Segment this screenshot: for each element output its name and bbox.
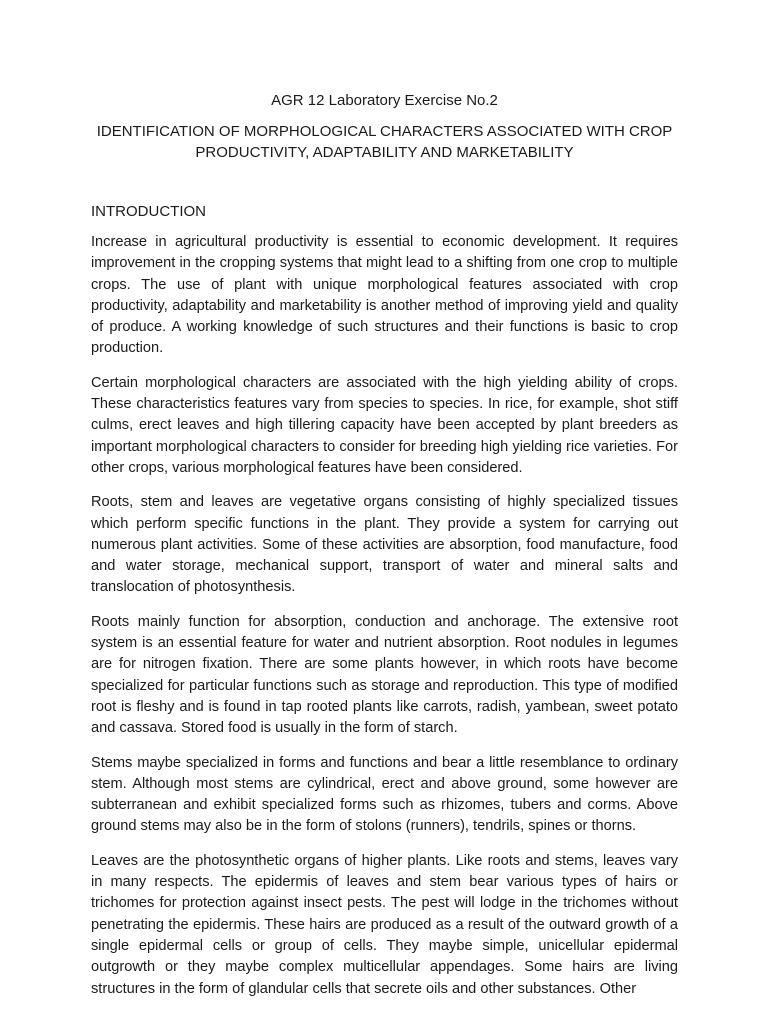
main-heading-line-2: PRODUCTIVITY, ADAPTABILITY AND MARKETABILITY [195,144,574,161]
body-text [91,232,678,1000]
paragraph: Stems maybe specialized in forms and functions and bear a little resemblance to ordinary stem. Although most stems are cylindrical, erect and above ground, some however are subterranean and exhibit specialized forms such as rhizomes, tubers and corms. Above ground stems may also be in the form of stolons (runners), tendrils, spines or thorns. [91,754,678,835]
paragraph: Increase in agricultural productivity is essential to economic development. It requires improvement in the cropping systems that might lead to a shifting from one crop to multiple crops. The use of plant with unique morphological features associated with crop productivity, adaptability and marketability is another method of improving yield and quality of produce. A working knowledge of such structures and their functions is basic to crop production. [91,234,678,357]
paragraph: Certain morphological characters are associated with the high yielding ability of crops. These characteristics features vary from species to species. In rice, for example, shot stiff culms, erect leaves and high tillering capacity have been accepted by plant breeders as important morphological characters to consider for breeding high yielding rice varieties. For other crops, various morphological features have been considered. [91,374,678,476]
paragraph: Leaves are the photosynthetic organs of higher plants. Like roots and stems, leaves vary in many respects. The epidermis of leaves and stem bear various types of hairs or trichomes for protection against insect pests. The pest will lodge in the trichomes without penetrating the epidermis. These hairs are produced as a result of the outward growth of a single epidermal cells or group of cells. They maybe simple, unicellular epidermal outgrowth or they maybe complex multicellular appendages. Some hairs are living structures in the form of glandular cells that secrete oils and other substances. Other [91,852,678,997]
paragraph: Roots, stem and leaves are vegetative organs consisting of highly specialized tissues which perform specific functions in the plant. They provide a system for carrying out numerous plant activities. Some of these activities are absorption, food manufacture, food and water storage, mechanical support, transport of water and mineral salts and translocation of photosynthesis. [91,494,678,596]
main-heading-line-1: IDENTIFICATION OF MORPHOLOGICAL CHARACTERS ASSOCIATED WITH CROP [96,123,673,140]
paragraph: Roots mainly function for absorption, conduction and anchorage. The extensive root system is an essential feature for water and nutrient absorption. Root nodules in legumes are for nitrogen fixation. There are some plants however, in which roots have become specialized for particular functions such as storage and reproduction. This type of modified root is fleshy and is found in tap rooted plants like carrots, radish, yambean, sweet potato and cassava. Stored food is usually in the form of starch. [91,613,678,737]
main-heading [91,121,678,163]
exercise-title: AGR 12 Laboratory Exercise No.2 [271,92,498,109]
section-heading-introduction: INTRODUCTION [91,203,206,220]
